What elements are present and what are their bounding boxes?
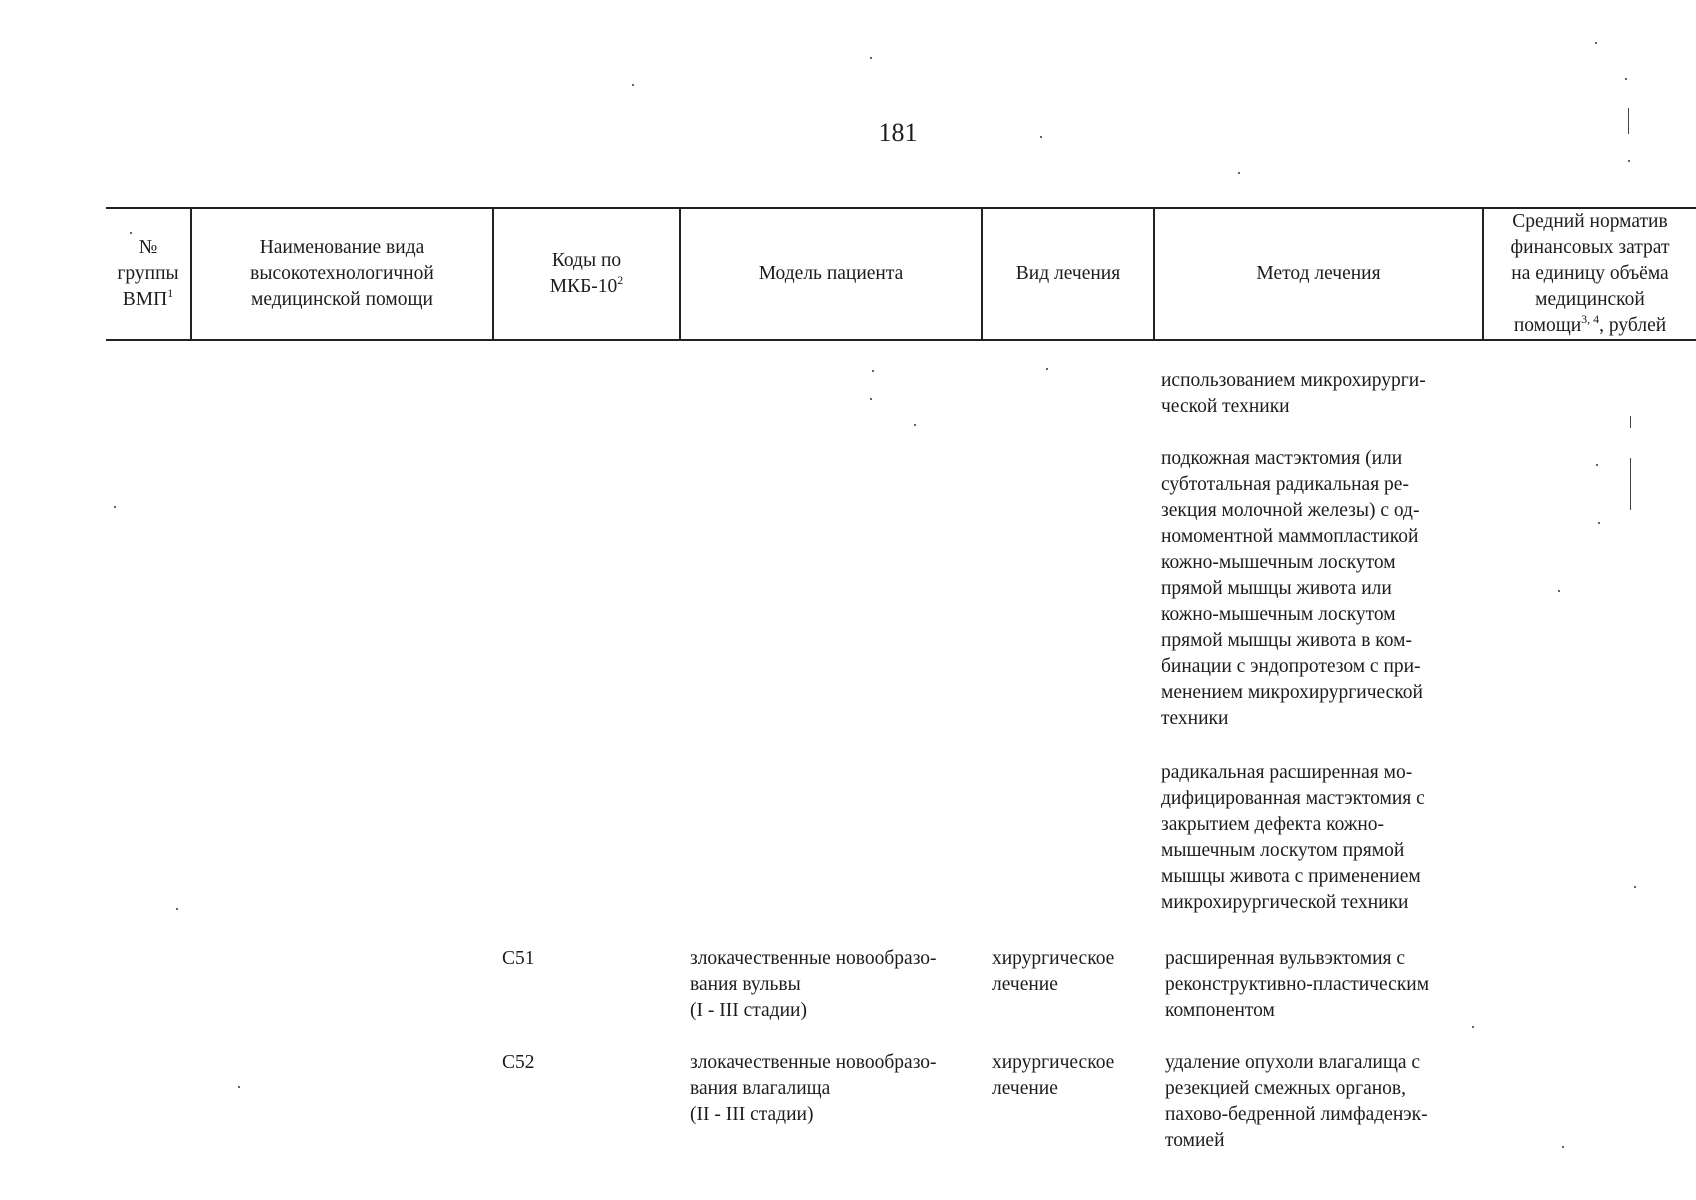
method-text: подкожная мастэктомия (или субтотальная радикальная ре- зекция молочной железы) с од- номоментной маммопластикой кожно-мышечным лоскутом прямой мышцы живота или кожно-мышечным лоскутом прямой мышцы живота в ком- бинации с эндопротезом с при- менением микрохирургической техники <box>1161 448 1423 729</box>
scan-speck <box>1596 464 1598 466</box>
header-treatment-type-label: Вид лечения <box>1015 263 1121 284</box>
header-cost-standard <box>1484 209 1696 339</box>
scan-speck <box>870 398 872 400</box>
scan-speck <box>632 84 634 86</box>
page-number: 181 <box>878 118 918 147</box>
scan-speck <box>1625 78 1627 80</box>
header-group-number <box>106 209 192 339</box>
scan-speck <box>176 908 178 910</box>
scan-mark <box>1630 458 1631 510</box>
header-treatment-method <box>1155 209 1484 339</box>
scan-speck <box>1634 886 1636 888</box>
header-care-type <box>192 209 494 339</box>
method-text: радикальная расширенная мо- дифицированная мастэктомия с закрытием дефекта кожно- мышечным лоскутом прямой мышцы живота с применением микрохирургической техники <box>1161 762 1425 913</box>
method-text: использованием микрохирурги- ческой техники <box>1161 370 1426 417</box>
header-cost-standard-label: Средний норматив финансовых затрат на единицу объёма медицинской помощи <box>1510 211 1670 336</box>
scan-speck <box>130 232 132 234</box>
scan-speck <box>1238 172 1240 174</box>
header-care-type-label: Наименование вида высокотехнологичной медицинской помощи <box>250 237 434 310</box>
scan-speck <box>1628 160 1630 162</box>
treatment-type: хирургическое лечение <box>992 948 1115 995</box>
scan-speck <box>1046 368 1048 370</box>
header-treatment-type <box>983 209 1155 339</box>
icd-code: C51 <box>502 948 535 969</box>
footnote-marker: 2 <box>617 273 624 287</box>
scan-speck <box>1595 42 1597 44</box>
method-text: удаление опухоли влагалища с резекцией смежных органов, пахово-бедренной лимфаденэк- томией <box>1165 1052 1428 1151</box>
scan-speck <box>114 506 116 508</box>
scan-speck <box>914 424 916 426</box>
header-patient-model-label: Модель пациента <box>758 263 904 284</box>
scan-speck <box>1558 590 1560 592</box>
treatment-type: хирургическое лечение <box>992 1052 1115 1099</box>
scan-speck <box>1598 522 1600 524</box>
header-cost-standard-unit: , рублей <box>1599 315 1667 336</box>
icd-code: C52 <box>502 1052 535 1073</box>
scan-speck <box>1562 1146 1564 1148</box>
scan-mark <box>1628 108 1629 134</box>
patient-model: злокачественные новообразо- вания вульвы (I - III стадии) <box>690 948 937 1021</box>
scan-speck <box>1040 136 1042 138</box>
scan-mark <box>1630 416 1631 428</box>
header-patient-model <box>681 209 983 339</box>
scan-speck <box>238 1086 240 1088</box>
header-icd-codes-label: Коды по МКБ-10 <box>549 250 622 297</box>
footnote-marker: 1 <box>167 286 174 300</box>
patient-model: злокачественные новообразо- вания влагалища (II - III стадии) <box>690 1052 937 1125</box>
footnote-marker: 3, 4 <box>1581 312 1600 326</box>
scan-speck <box>1472 1026 1474 1028</box>
method-text: расширенная вульвэктомия с реконструктивно-пластическим компонентом <box>1165 948 1430 1021</box>
scan-speck <box>872 370 874 372</box>
header-icd-codes <box>494 209 681 339</box>
header-group-number-label: № группы ВМП <box>117 237 179 310</box>
table-header <box>106 207 1696 341</box>
scan-speck <box>870 57 872 59</box>
header-treatment-method-label: Метод лечения <box>1256 263 1381 284</box>
